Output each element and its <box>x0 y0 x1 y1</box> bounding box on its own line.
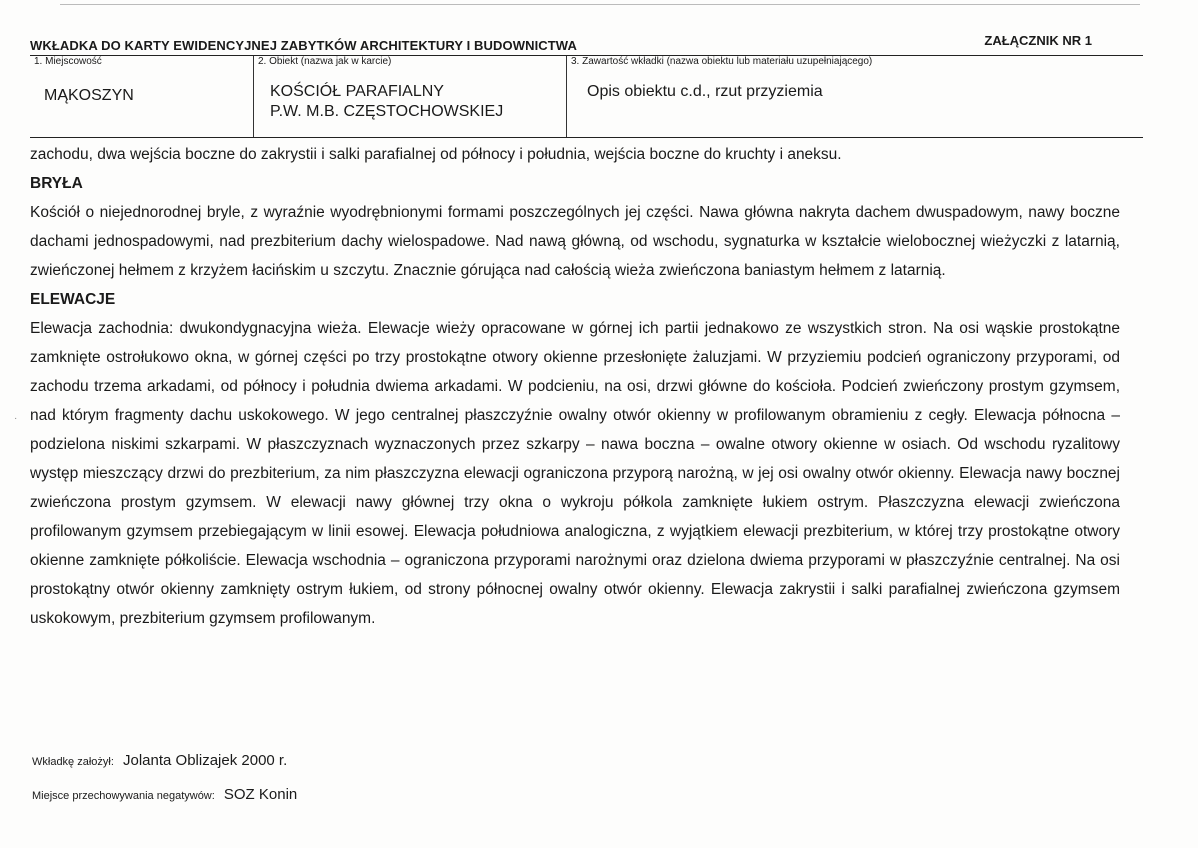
field-contents-label: 3. Zawartość wkładki (nazwa obiektu lub materiału uzupełniającego) <box>571 56 873 67</box>
footer-author-label: Wkładkę założył: <box>32 756 114 768</box>
annex-label: ZAŁĄCZNIK NR 1 <box>984 33 1092 48</box>
section-text-elewacje: Elewacja zachodnia: dwukondygnacyjna wieża. Elewacje wieży opracowane w górnej ich partii jednakowo ze wszystkich stron. Na osi wąskie prostokątne zamknięte ostrołukowo okna, w górnej części po trzy prostokątne otwory okienne przesłonięte żaluzjami. W przyziemiu podcień ograniczony przyporami, od zachodu trzema arkadami, od północy i południa dwiema arkadami. W podcieniu, na osi, drzwi główne do kościoła. Podcień zwieńczony prostym gzymsem, nad którym fragmenty dachu uskokowego. W jego centralnej płaszczyźnie owalny otwór okienny w profilowanym obramieniu z cegły. Elewacja północna – podzielona niskimi szkarpami. W płaszczyznach wyznaczonych przez szkarpy – nawa boczna – owalne otwory okienne w osiach. Od wschodu ryzalitowy występ mieszczący drzwi do prezbiterium, za nim płaszczyzna elewacji ograniczona przyporą narożną, w jej osi owalny otwór okienny. Elewacja nawy bocznej zwieńczona prostym gzymsem. W elewacji nawy głównej trzy okna o wykroju półkola zamknięte łukiem ostrym. Płaszczyzna elewacji zwieńczona profilowanym gzymsem przebiegającym w linii esowej. Elewacja południowa analogiczna, z wyjątkiem elewacji prezbiterium, w której trzy prostokątne otwory okienne zamknięte półkoliście. Elewacja wschodnia – ograniczona przyporami narożnymi oraz dzielona dwiema przyporami w płaszczyźnie centralnej. Na osi prostokątny otwór okienny zamknięty ostrym łukiem, od strony północnej owalny otwór okienny. Elewacja zakrystii i salki parafialnej zwieńczona gzymsem uskokowym, prezbiterium gzymsem profilowanym. <box>30 320 1120 627</box>
section-heading-elewacje: ELEWACJE <box>30 291 116 308</box>
document-body <box>30 140 1120 633</box>
top-rule <box>60 4 1140 5</box>
footer-storage-label: Miejsce przechowywania negatywów: <box>32 790 215 802</box>
margin-mark: · <box>14 413 18 424</box>
section-text-bryla: Kościół o niejednorodnej bryle, z wyraźnie wyodrębnionymi formami poszczególnych jej części. Nawa główna nakryta dachem dwuspadowym, nawy boczne dachami jednospadowymi, nad prezbiterium dachy wielospadowe. Nad nawą główną, od wschodu, sygnaturka w kształcie wielobocznej wieżyczki z latarnią, zwieńczonej hełmem z krzyżem łacińskim u szczytu. Znacznie górująca nad całością wieża zwieńczona baniastym hełmem z latarnią. <box>30 204 1120 279</box>
field-object <box>254 56 567 138</box>
header-fields <box>30 56 1143 138</box>
footer-author-value: Jolanta Oblizajek 2000 r. <box>122 752 288 769</box>
footer-author <box>32 752 287 769</box>
field-contents-value-line: Opis obiektu c.d., rzut przyziemia <box>587 83 823 100</box>
footer-storage-value: SOZ Konin <box>223 786 298 803</box>
field-locality-value-line: MĄKOSZYN <box>44 87 134 104</box>
field-contents <box>567 56 1143 138</box>
fields-divider <box>30 137 1143 138</box>
document-title: WKŁADKA DO KARTY EWIDENCYJNEJ ZABYTKÓW ARCHITEKTURY I BUDOWNICTWA <box>30 38 577 53</box>
field-contents-value <box>587 82 823 102</box>
intro-paragraph: zachodu, dwa wejścia boczne do zakrystii i salki parafialnej od północy i południa, wejścia boczne do kruchty i aneksu. <box>30 146 842 163</box>
field-object-value-line-2: P.W. M.B. CZĘSTOCHOWSKIEJ <box>270 103 504 120</box>
field-locality <box>30 56 254 138</box>
footer-storage <box>32 786 297 803</box>
field-locality-value <box>44 86 134 106</box>
field-object-value <box>270 82 503 122</box>
field-locality-label: 1. Miejscowość <box>34 56 102 67</box>
field-object-label: 2. Obiekt (nazwa jak w karcie) <box>258 56 392 67</box>
field-object-value-line-1: KOŚCIÓŁ PARAFIALNY <box>270 83 444 100</box>
section-heading-bryla: BRYŁA <box>30 175 83 192</box>
